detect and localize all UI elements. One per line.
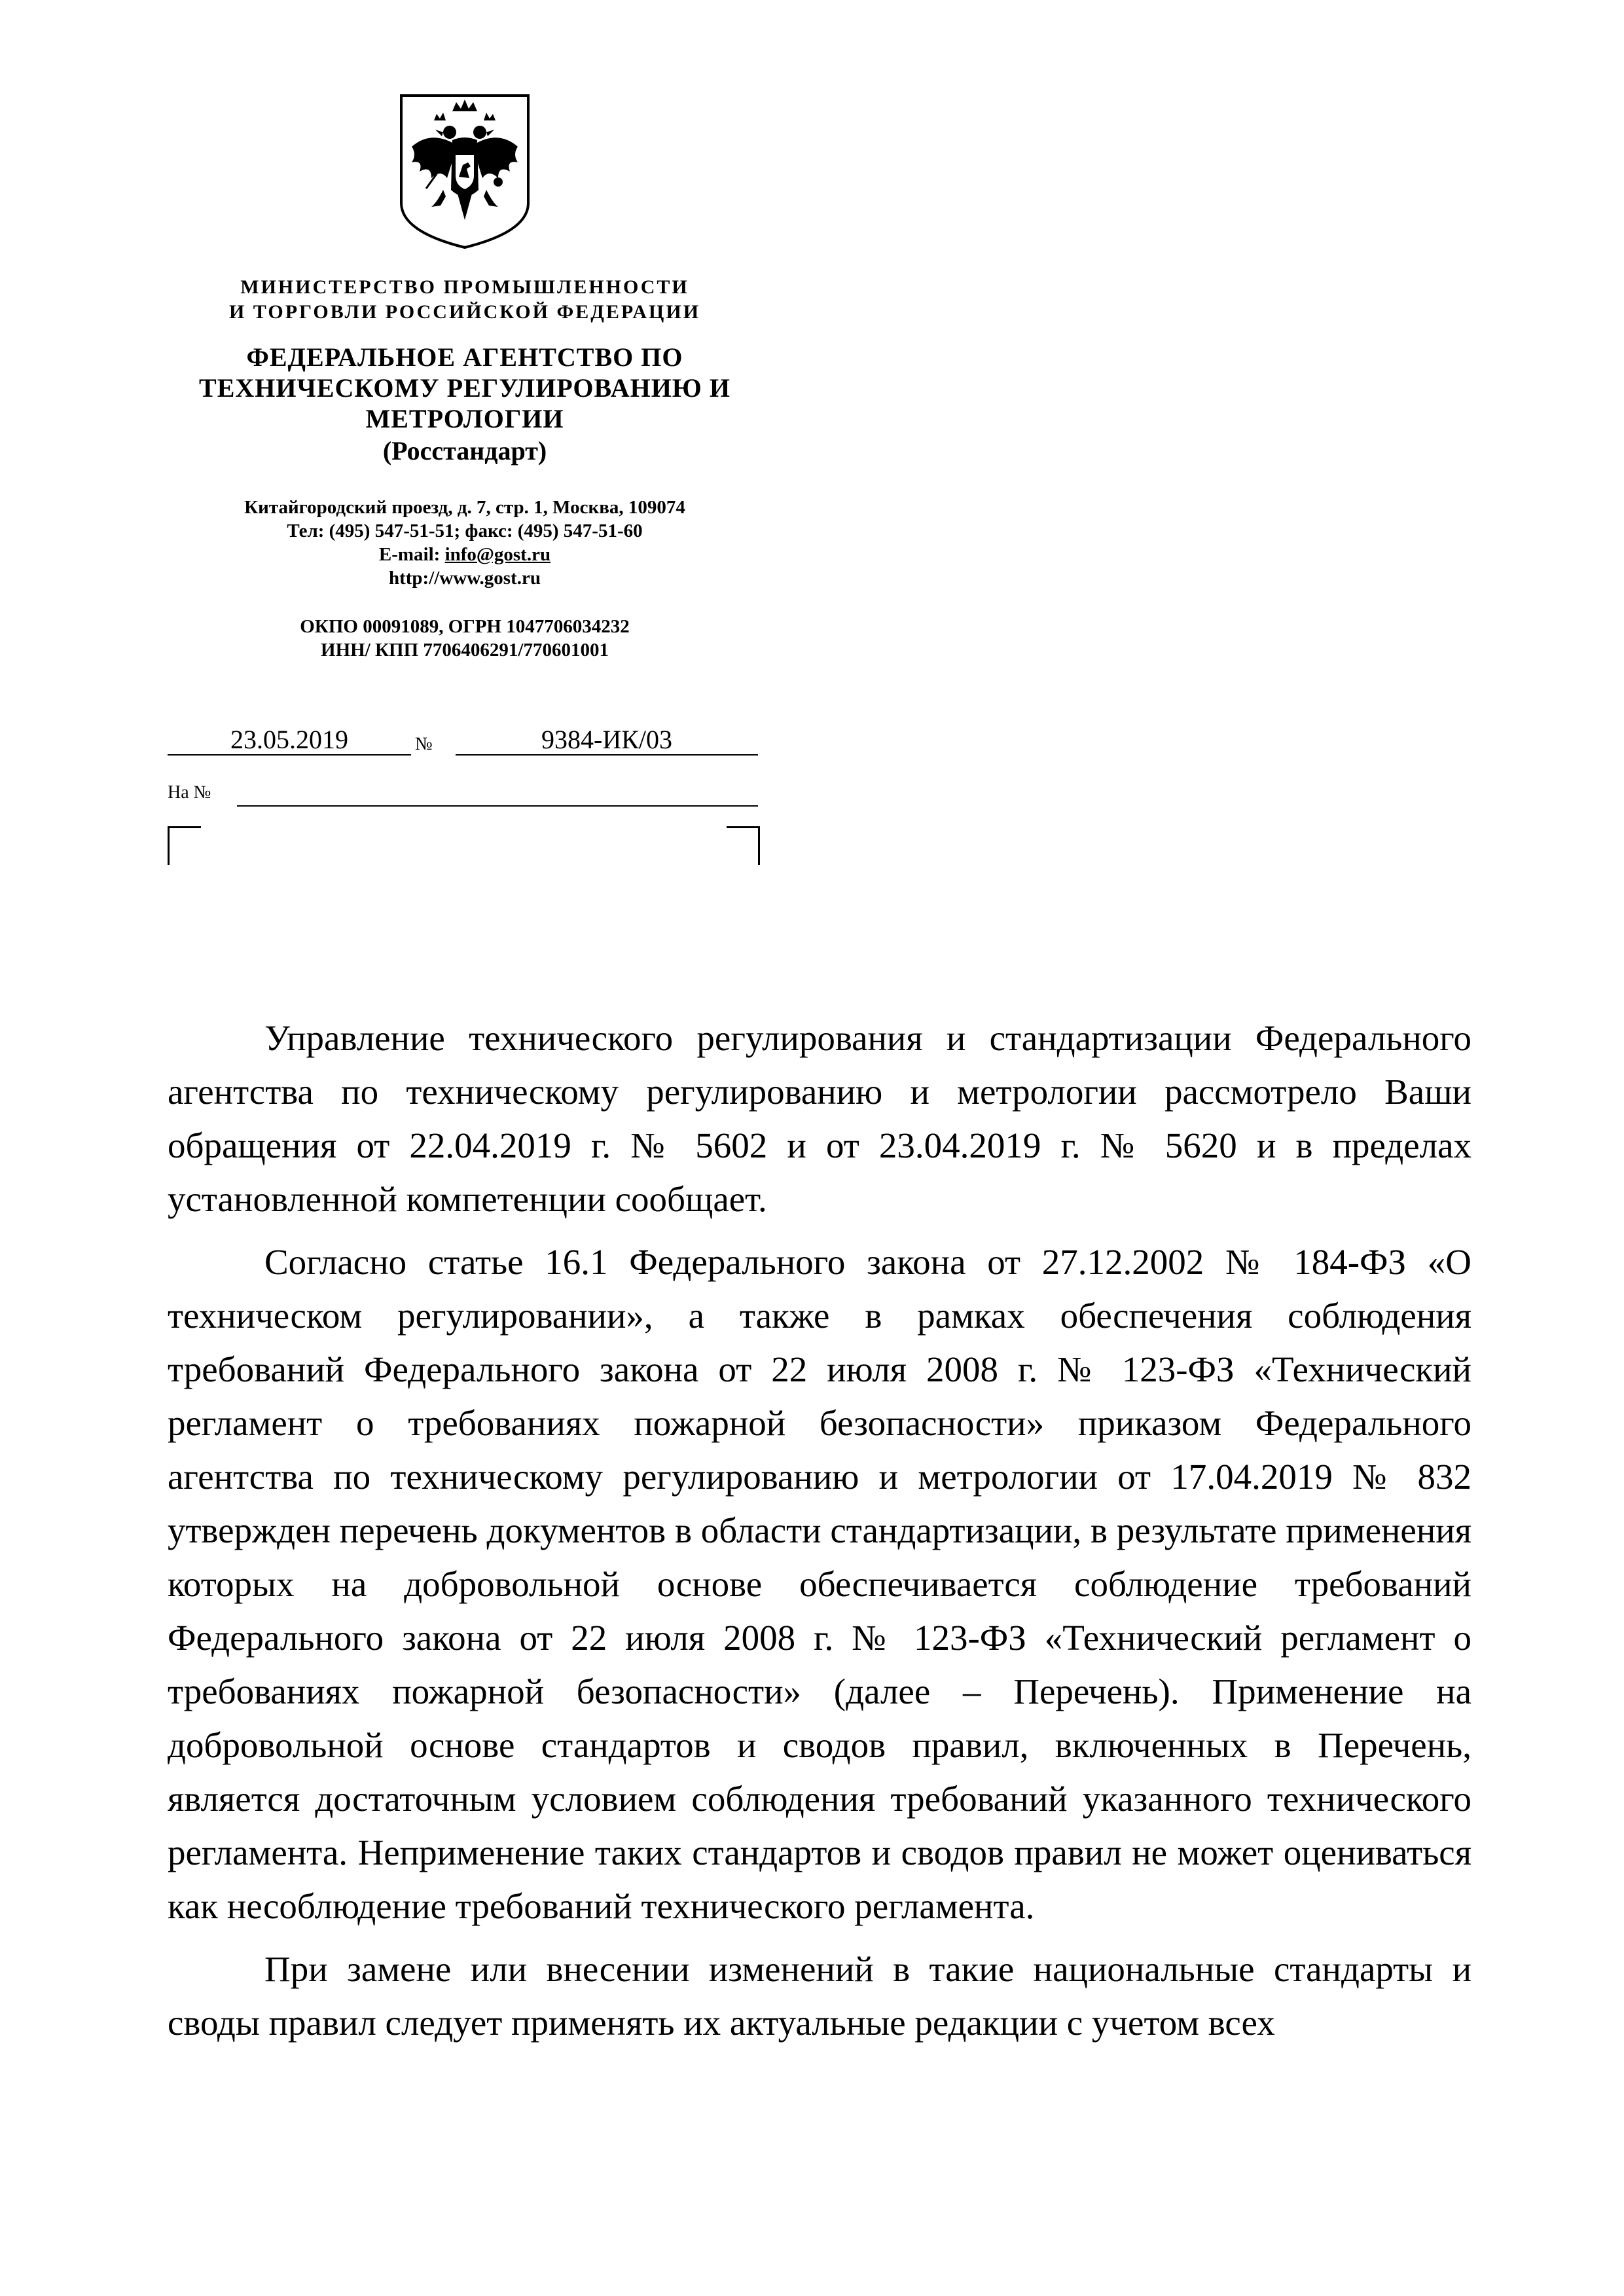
email-link[interactable]: info@gost.ru [444, 544, 551, 565]
agency-short-name: (Росстандарт) [382, 436, 547, 465]
agency-line-1: ФЕДЕРАЛЬНОЕ АГЕНТСТВО ПО [246, 342, 683, 372]
state-emblem-icon [397, 92, 532, 251]
email-label: E-mail: [378, 544, 445, 565]
website-link[interactable]: http://www.gost.ru [388, 568, 541, 589]
address-corner-right [727, 826, 760, 865]
okpo-ogrn: ОКПО 00091089, ОГРН 1047706034232 [300, 616, 630, 637]
agency-line-3: МЕТРОЛОГИИ [365, 404, 564, 433]
agency-name [157, 342, 772, 434]
paragraph-2: Согласно статье 16.1 Федерального закона от 27.12.2002 № 184-ФЗ «О техническом регулировании», а также в рамках обеспечения соблюдения требований Федерального закона от 22 июля 2008 г. № 123-ФЗ «Технический регламент о требованиях пожарной безопасности» приказом Федерального агентства по техническому регулированию и метрологии от 17.04.2019 № 832 утвержден перечень документов в области стандартизации, в результате применения которых на добровольной основе обеспечивается соблюдение требований Федерального закона от 22 июля 2008 г. № 123-ФЗ «Технический регламент о требованиях пожарной безопасности» (далее – Перечень). Применение на добровольной основе стандартов и сводов правил, включенных в Перечень, является достаточным условием соблюдения требований указанного технического регламента. Неприменение таких стандартов и сводов правил не может оцениваться как несоблюдение требований технического регламента. [168, 1242, 1471, 1926]
letterhead [157, 92, 772, 662]
reply-to-number [237, 776, 758, 807]
postal-address: Китайгородский проезд, д. 7, стр. 1, Москва, 109074 [244, 497, 685, 518]
paragraph-3: При замене или внесении изменений в такие национальные стандарты и своды правил следует применять их актуальные редакции с учетом всех [168, 1949, 1471, 2043]
document-number: 9384-ИК/03 [456, 725, 758, 756]
phone-fax: Тел: (495) 547-51-51; факс: (495) 547-51-60 [287, 520, 643, 541]
agency-line-2: ТЕХНИЧЕСКОМУ РЕГУЛИРОВАНИЮ И [199, 373, 731, 403]
contact-block [157, 496, 772, 590]
registration-codes [157, 615, 772, 662]
number-sign: № [415, 734, 433, 754]
ministry-line-2: И ТОРГОВЛИ РОССИЙСКОЙ ФЕДЕРАЦИИ [228, 301, 701, 323]
document-date: 23.05.2019 [168, 725, 411, 756]
ministry-name [157, 275, 772, 325]
paragraph-1: Управление технического регулирования и стандартизации Федерального агентства по техническому регулированию и метрологии рассмотрело Ваши обращения от 22.04.2019 г. № 5602 и от 23.04.2019 г. № 5620 и в пределах установленной компетенции сообщает. [168, 1018, 1471, 1219]
ministry-line-1: МИНИСТЕРСТВО ПРОМЫШЛЕННОСТИ [240, 276, 689, 298]
reply-to-label: На № [168, 782, 211, 803]
email-line [157, 543, 772, 566]
inn-kpp: ИНН/ КПП 7706406291/770601001 [321, 640, 609, 661]
address-corner-left [168, 826, 201, 865]
letter-body [168, 1011, 1471, 2059]
